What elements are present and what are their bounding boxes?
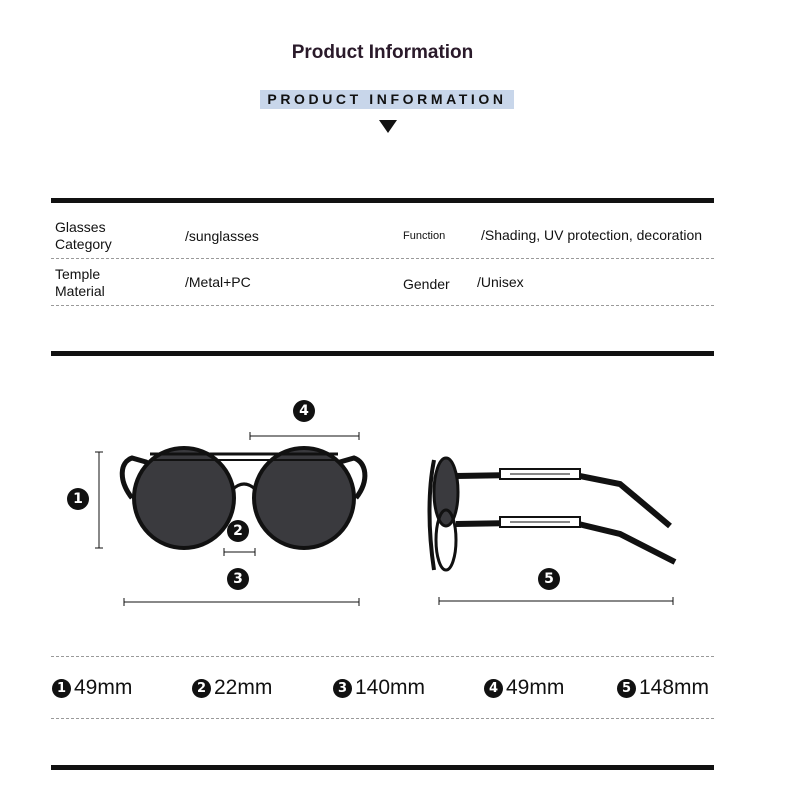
down-triangle-icon xyxy=(379,120,397,133)
row-divider xyxy=(51,718,714,719)
row-divider xyxy=(51,656,714,657)
marker-4: 4 xyxy=(293,400,315,422)
spec-value-category: /sunglasses xyxy=(185,228,259,244)
marker-2: 2 xyxy=(227,520,249,542)
measurement-2 xyxy=(192,676,272,700)
measurement-1 xyxy=(52,676,132,700)
marker-3: 3 xyxy=(227,568,249,590)
measurement-number: 5 xyxy=(617,679,636,698)
measurement-value: 22mm xyxy=(214,676,273,699)
row-divider xyxy=(51,305,714,306)
spec-label-function: Function xyxy=(403,230,446,242)
measurement-number: 3 xyxy=(333,679,352,698)
measurement-number: 4 xyxy=(484,679,503,698)
page-subtitle: PRODUCT INFORMATION xyxy=(267,91,507,107)
section-rule-middle xyxy=(51,351,714,356)
page-title: Product Information xyxy=(291,42,474,63)
spec-value-material: /Metal+PC xyxy=(185,274,251,290)
spec-label-gender: Gender xyxy=(403,276,450,292)
row-divider xyxy=(51,258,714,259)
marker-1: 1 xyxy=(67,488,89,510)
measurement-3 xyxy=(333,676,425,700)
spec-value-gender: /Unisex xyxy=(477,274,524,290)
spec-label-material: Temple Material xyxy=(55,266,105,299)
left-lens xyxy=(134,448,234,548)
measurement-value: 49mm xyxy=(506,676,565,699)
measurement-value: 148mm xyxy=(639,676,710,699)
right-lens xyxy=(254,448,354,548)
spec-value-function: /Shading, UV protection, decoration xyxy=(481,227,703,243)
marker-5: 5 xyxy=(538,568,560,590)
section-rule-bottom xyxy=(51,765,714,770)
spec-label-category: Glasses Category xyxy=(55,219,112,252)
bridge xyxy=(232,484,256,490)
measurement-5 xyxy=(617,676,709,700)
measurement-number: 2 xyxy=(192,679,211,698)
measurement-value: 49mm xyxy=(74,676,133,699)
front-view-diagram xyxy=(60,390,390,620)
measurement-value: 140mm xyxy=(355,676,426,699)
measurement-4 xyxy=(484,676,564,700)
measurement-number: 1 xyxy=(52,679,71,698)
section-rule-top xyxy=(51,198,714,203)
lens-profile xyxy=(430,460,435,570)
